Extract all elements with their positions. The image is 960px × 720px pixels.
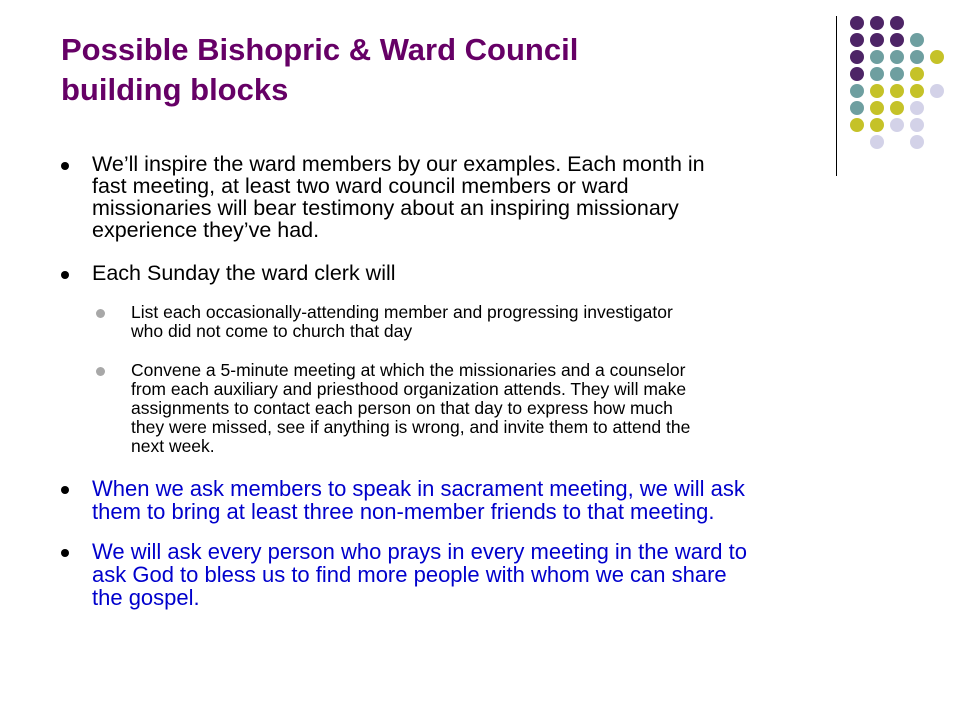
bullet-dot-icon — [96, 309, 105, 318]
title-line-2: building blocks — [61, 72, 289, 107]
dot — [910, 50, 924, 64]
sub-bullet-text: Convene a 5-minute meeting at which the missionaries and a counselor from each auxiliary and priesthood organization attends. They will make assignments to contact each person on that day to express how much they were missed, see if anything is wrong, and invite them to attend the next week. — [131, 360, 691, 456]
bullet-item — [59, 153, 899, 241]
bullet-dot-icon — [96, 367, 105, 376]
dot — [930, 50, 944, 64]
dot — [890, 50, 904, 64]
bullet-dot-icon — [61, 271, 69, 279]
dot — [870, 33, 884, 47]
bullet-text: Each Sunday the ward clerk will — [92, 261, 396, 285]
bullet-dot-icon — [61, 162, 69, 170]
sub-bullet-text: List each occasionally-attending member and progressing investigator who did not come to church that day — [131, 302, 673, 341]
dot — [870, 50, 884, 64]
dot — [890, 118, 904, 132]
decorative-dot-grid — [0, 0, 960, 160]
bullet-item — [59, 262, 899, 284]
dot — [850, 84, 864, 98]
dot — [890, 67, 904, 81]
slide-body — [59, 143, 899, 609]
dot — [850, 101, 864, 115]
dot — [870, 118, 884, 132]
dot — [870, 67, 884, 81]
bullet-text: When we ask members to speak in sacrament meeting, we will ask them to bring at least three non-member friends to that meeting. — [92, 476, 745, 524]
dot — [910, 67, 924, 81]
dot — [890, 33, 904, 47]
dot — [850, 33, 864, 47]
bullet-text: We’ll inspire the ward members by our examples. Each month in fast meeting, at least two ward council members or ward missionaries will bear testimony about an inspiring missionary experience they’ve had. — [92, 152, 705, 242]
dot — [930, 84, 944, 98]
bullet-dot-icon — [61, 549, 69, 557]
dot — [910, 118, 924, 132]
title-line-1: Possible Bishopric & Ward Council — [61, 32, 579, 67]
bullet-item — [59, 540, 899, 609]
dot — [910, 135, 924, 149]
dot — [910, 33, 924, 47]
dot — [910, 101, 924, 115]
dot — [870, 84, 884, 98]
dot — [890, 16, 904, 30]
dot — [910, 84, 924, 98]
dot — [850, 67, 864, 81]
bullet-dot-icon — [61, 486, 69, 494]
dot — [870, 101, 884, 115]
bullet-item — [59, 477, 899, 523]
dot — [870, 16, 884, 30]
dot — [890, 101, 904, 115]
bullet-text: We will ask every person who prays in every meeting in the ward to ask God to bless us to find more people with whom we can share the gospel. — [92, 539, 747, 610]
dot — [850, 16, 864, 30]
sub-bullet-item — [59, 361, 899, 456]
dot — [890, 84, 904, 98]
sub-bullet-item — [59, 303, 899, 341]
dot — [850, 50, 864, 64]
dot — [850, 118, 864, 132]
